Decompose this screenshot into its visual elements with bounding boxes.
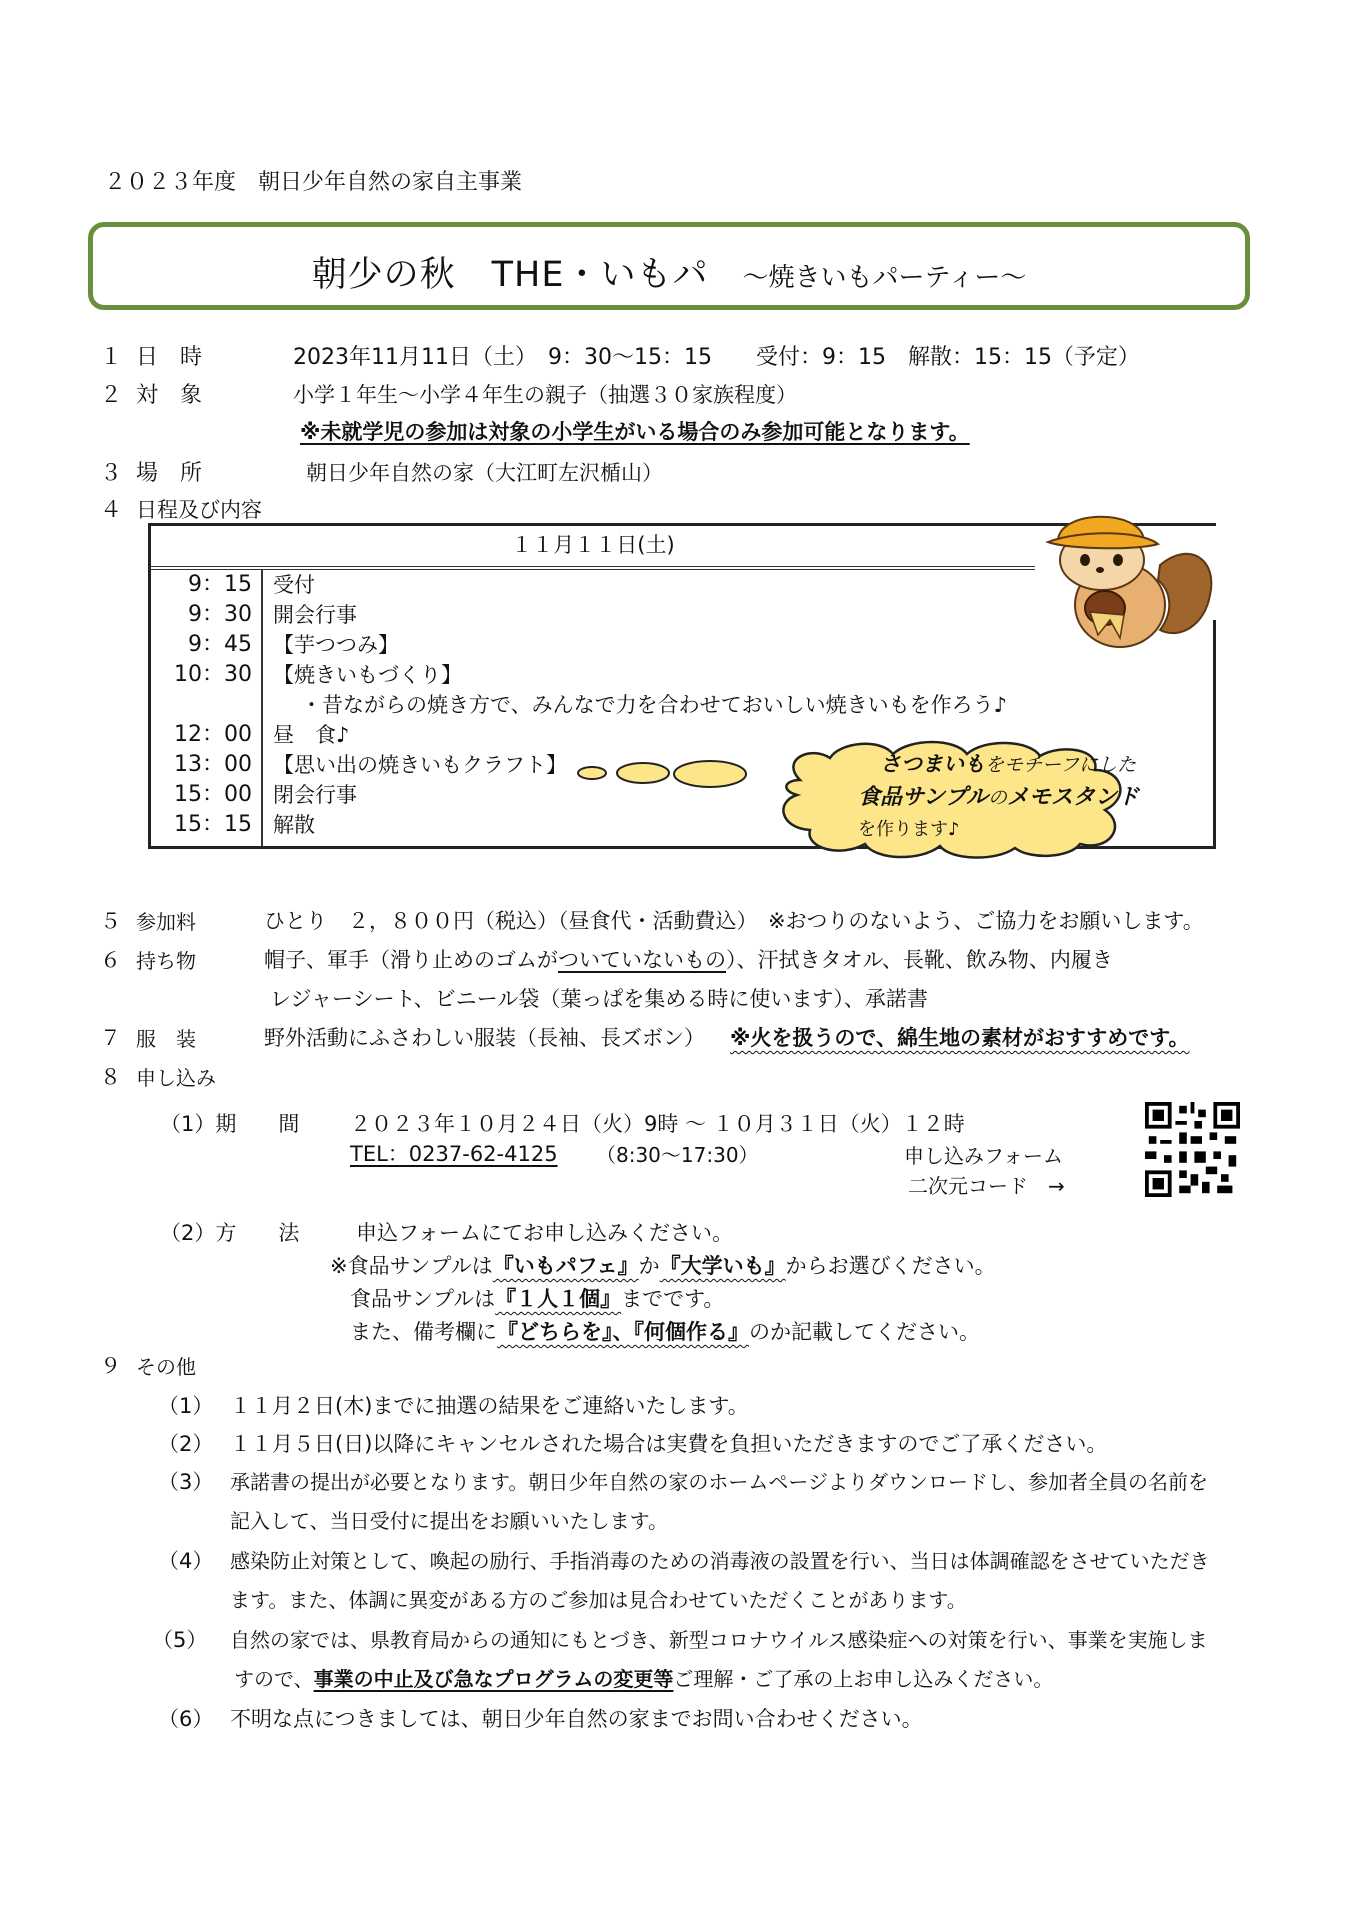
- other-item-2-num: （2）: [158, 1432, 214, 1456]
- title-main: 朝少の秋 THE・いもパ: [311, 255, 709, 295]
- item-6-value: 帽子、軍手（滑り止めのゴムがついていないもの）、汗拭きタオル、長靴、飲み物、内履き: [264, 948, 1113, 972]
- period-label: （1）期 間: [160, 1112, 300, 1136]
- item-7-num: ７: [100, 1026, 121, 1050]
- other-item-6-num: （6）: [158, 1707, 214, 1731]
- item-2-num: ２: [100, 383, 123, 408]
- other-item-5b: すので、事業の中止及び急なプログラムの変更等ご理解・ご了承の上お申し込みください。: [234, 1667, 1054, 1691]
- cloud-line-2: 食品サンプルのメモスタンド: [858, 785, 1140, 810]
- qr-code-image[interactable]: [1145, 1102, 1240, 1197]
- item-2-value: 小学１年生〜小学４年生の親子（抽選３０家族程度）: [293, 383, 797, 407]
- item-6-value-2: レジャーシート、ビニール袋（葉っぱを集める時に使います）、承諾書: [270, 987, 928, 1011]
- item-6-label: 持ち物: [136, 949, 196, 973]
- schedule-table: １１月１１日(土) 9：15 受付 9：30 開会行事 9：45 【芋つつみ】 10：30 【焼きいもづくり】 ・昔ながらの焼き方で、みんなで力を合わせておいしい焼きいもを作ろう♪ 12：00 昼 食♪ 13：00 【思い出の焼きいもクラフト】 15：00 閉会行事 15：15 解散: [148, 523, 1216, 849]
- method-label: （2）方 法: [160, 1221, 300, 1245]
- period-value: ２０２３年１０月２４日（火）9時 〜 １０月３１日（火）１２時: [350, 1112, 965, 1136]
- other-item-2: １１月５日(日)以降にキャンセルされた場合は実費を負担いただきますのでご了承ください。: [230, 1432, 1108, 1456]
- other-item-4b: ます。また、体調に異変がある方のご参加は見合わせていただくことがあります。: [230, 1588, 967, 1612]
- item-3-value: 朝日少年自然の家（大江町左沢楯山）: [306, 461, 663, 485]
- other-item-6: 不明な点につきましては、朝日少年自然の家までお問い合わせください。: [230, 1707, 923, 1731]
- method-value: 申込フォームにてお申し込みください。: [356, 1221, 733, 1245]
- item-4-label: 日程及び内容: [136, 498, 262, 522]
- item-2-label: 対 象: [136, 383, 203, 408]
- schedule-date: １１月１１日(土): [151, 526, 1035, 570]
- item-8-label: 申し込み: [136, 1066, 216, 1090]
- squirrel-mascot-image: [1040, 500, 1220, 660]
- item-6-num: ６: [100, 948, 121, 972]
- cloud-line-1: さつまいもをモチーフにした: [880, 752, 1137, 776]
- item-7-value: 野外活動にふさわしい服装（長袖、長ズボン）: [264, 1026, 705, 1050]
- item-5-label: 参加料: [136, 910, 196, 934]
- other-heading: その他: [136, 1355, 196, 1379]
- method-note-2: 食品サンプルは『１人１個』までです。: [350, 1287, 725, 1311]
- other-item-5a: 自然の家では、県教育局からの通知にもとづき、新型コロナウイルス感染症への対策を行い、事業を実施しま: [230, 1628, 1208, 1652]
- item-3-label: 場 所: [136, 461, 203, 486]
- other-item-3b: 記入して、当日受付に提出をお願いいたします。: [230, 1509, 668, 1533]
- qr-label: 二次元コード →: [908, 1174, 1065, 1198]
- page-title: [93, 247, 1245, 297]
- item-4-num: ４: [100, 498, 123, 523]
- title-box: [88, 222, 1250, 310]
- cloud-line-3: を作ります♪: [858, 819, 960, 840]
- item-1-label: 日 時: [136, 345, 203, 370]
- title-sub: 〜焼きいもパーティー〜: [742, 263, 1027, 293]
- tel-number[interactable]: TEL：0237-62-4125: [350, 1142, 558, 1166]
- other-item-3-num: （3）: [158, 1470, 214, 1494]
- schedule-divider: [261, 570, 263, 846]
- form-label: 申し込みフォーム: [904, 1144, 1063, 1168]
- tel-hours: （8:30〜17:30）: [596, 1143, 759, 1167]
- item-2-note: ※未就学児の参加は対象の小学生がいる場合のみ参加可能となります。: [300, 420, 970, 444]
- other-item-1: １１月２日(木)までに抽選の結果をご連絡いたします。: [230, 1394, 749, 1418]
- item-7-label: 服 装: [136, 1027, 196, 1051]
- header-line: ２０２３年度 朝日少年自然の家自主事業: [104, 170, 523, 195]
- item-1-num: １: [100, 345, 123, 370]
- item-1-value: 2023年11月11日（土） 9：30〜15：15 受付：9：15 解散：15：15（予定）: [293, 345, 1140, 370]
- item-3-num: ３: [100, 461, 123, 486]
- other-item-1-num: （1）: [158, 1394, 214, 1418]
- item-8-num: ８: [100, 1065, 121, 1089]
- other-num: ９: [100, 1354, 121, 1378]
- other-item-3a: 承諾書の提出が必要となります。朝日少年自然の家のホームページよりダウンロードし、参加者全員の名前を: [230, 1470, 1208, 1494]
- item-7-note: ※火を扱うので、綿生地の素材がおすすめです。: [730, 1026, 1190, 1050]
- item-5-value: ひとり ２，８００円（税込）（昼食代・活動費込） ※おつりのないよう、ご協力をお願いします。: [264, 909, 1204, 933]
- other-item-4-num: （4）: [158, 1549, 214, 1573]
- item-5-num: ５: [100, 909, 121, 933]
- other-item-5-num: （5）: [152, 1628, 208, 1652]
- method-note-3: また、備考欄に『どちらを』、『何個作る』のか記載してください。: [350, 1320, 980, 1344]
- other-item-4a: 感染防止対策として、喚起の励行、手指消毒のための消毒液の設置を行い、当日は体調確認をさせていただき: [230, 1549, 1210, 1573]
- method-note-1: ※食品サンプルは『いもパフェ』か『大学いも』からお選びください。: [330, 1254, 996, 1278]
